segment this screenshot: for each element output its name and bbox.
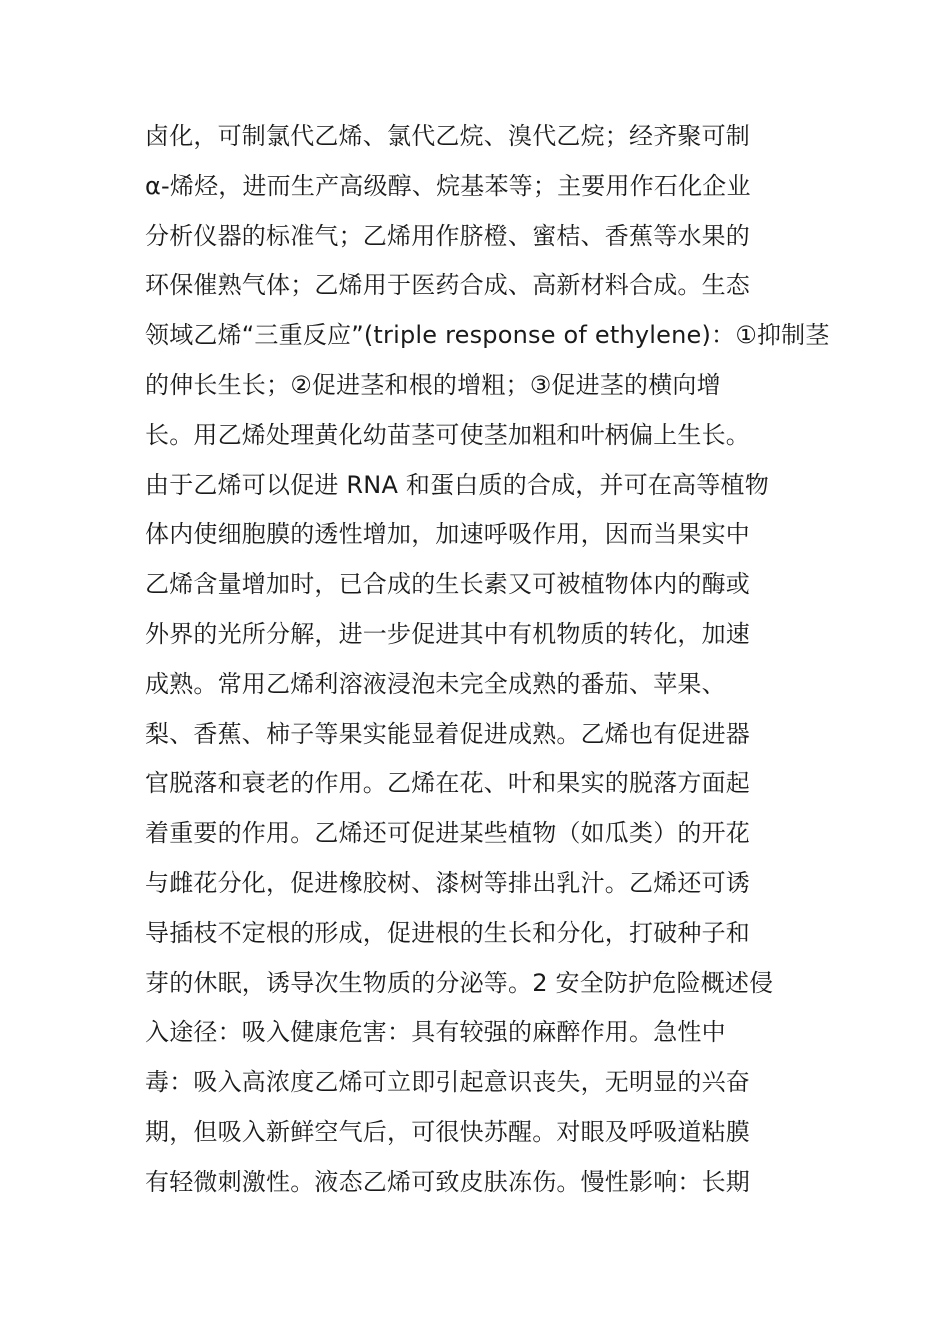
text-line: 卤化，可制氯代乙烯、氯代乙烷、溴代乙烷；经齐聚可制 [145, 122, 750, 150]
text-line: 领域乙烯“三重反应”(triple response of ethylene)：①抑制茎 [145, 321, 830, 350]
text-line: 期，但吸入新鲜空气后，可很快苏醒。对眼及呼吸道粘膜 [145, 1117, 750, 1146]
text-line: α-烯烃，进而生产高级醇、烷基苯等；主要用作石化企业 [145, 171, 751, 200]
text-line: 官脱落和衰老的作用。乙烯在花、叶和果实的脱落方面起 [145, 769, 750, 798]
text-line: 入途径：吸入健康危害：具有较强的麻醉作用。急性中 [145, 1018, 726, 1047]
text-line: 与雌花分化，促进橡胶树、漆树等排出乳汁。乙烯还可诱 [145, 868, 750, 897]
text-line: 由于乙烯可以促进 RNA 和蛋白质的合成，并可在高等植物 [145, 470, 769, 499]
text-line: 导插枝不定根的形成，促进根的生长和分化，打破种子和 [145, 918, 750, 947]
text-line: 长。用乙烯处理黄化幼苗茎可使茎加粗和叶柄偏上生长。 [145, 420, 750, 449]
text-line: 毒：吸入高浓度乙烯可立即引起意识丧失，无明显的兴奋 [145, 1068, 750, 1097]
text-line: 着重要的作用。乙烯还可促进某些植物（如瓜类）的开花 [145, 819, 750, 848]
text-line: 芽的休眠，诱导次生物质的分泌等。2 安全防护危险概述侵 [145, 968, 774, 997]
text-line: 乙烯含量增加时，已合成的生长素又可被植物体内的酶或 [145, 570, 750, 599]
text-line: 梨、香蕉、柿子等果实能显着促进成熟。乙烯也有促进器 [145, 719, 750, 748]
text-line: 体内使细胞膜的透性增加，加速呼吸作用，因而当果实中 [145, 520, 750, 549]
text-line: 成熟。常用乙烯利溶液浸泡未完全成熟的番茄、苹果、 [145, 669, 726, 698]
text-line: 外界的光所分解，进一步促进其中有机物质的转化，加速 [145, 619, 750, 648]
text-line: 分析仪器的标准气；乙烯用作脐橙、蜜桔、香蕉等水果的 [145, 221, 750, 250]
body-text [145, 112, 830, 1208]
text-line: 的伸长生长；②促进茎和根的增粗；③促进茎的横向增 [145, 370, 721, 399]
text-line: 环保催熟气体；乙烯用于医药合成、高新材料合成。生态 [145, 271, 750, 300]
text-line: 有轻微刺激性。液态乙烯可致皮肤冻伤。慢性影响：长期 [145, 1167, 750, 1196]
